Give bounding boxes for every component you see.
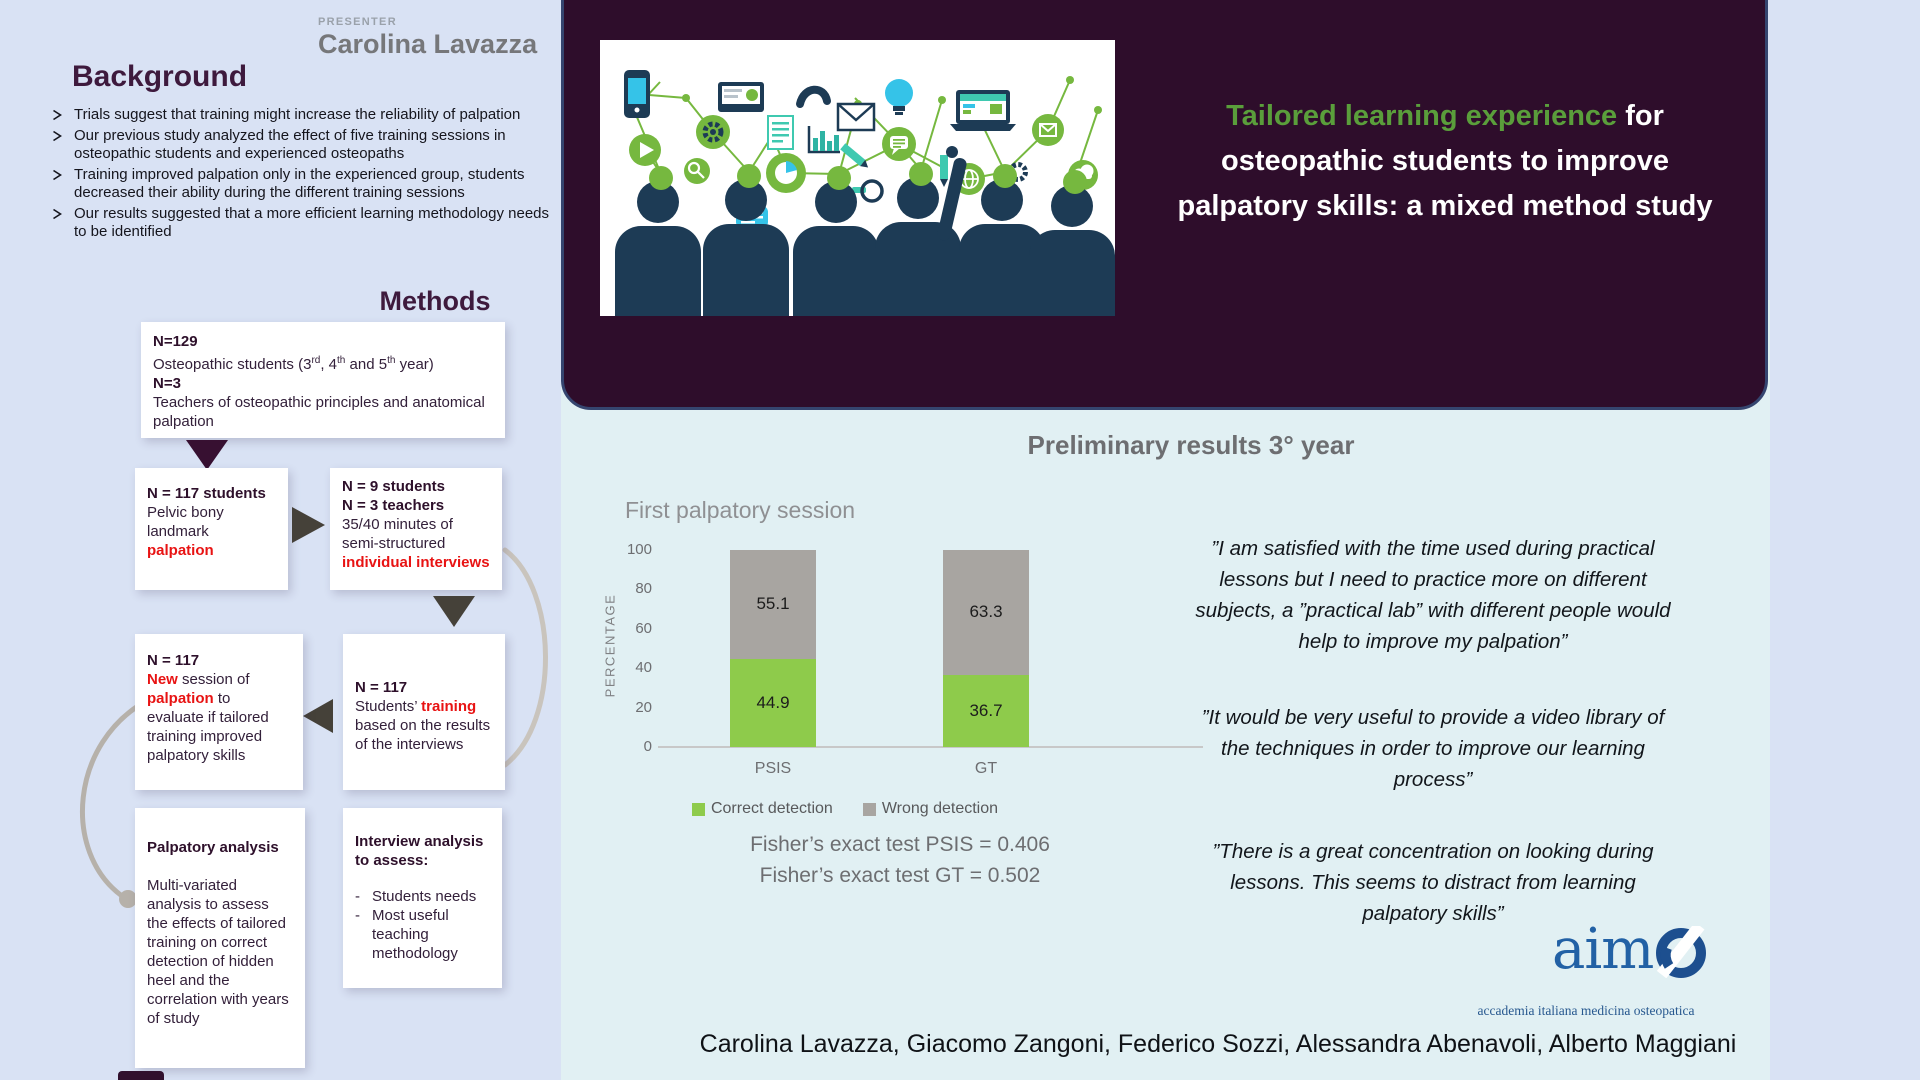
legend-swatch-green [692,803,705,816]
bullet-text: Trials suggest that training might increase the reliability of palpation [74,106,521,123]
y-tick: 80 [635,580,652,597]
arrow-down-icon [186,440,228,470]
speech-bubble-icon [882,127,916,161]
aimo-logo-subtitle: accademia italiana medicina osteopatica [1477,1003,1695,1018]
poster-title-rest: for osteopathic students to improve palpatory skills: a mixed method study [1177,100,1713,222]
y-tick: 20 [635,699,652,716]
chart-title: First palpatory session [624,497,856,523]
flow-box-new-session: N = 117 New session of palpation to evaluate if tailored training improved palpatory skills [135,634,303,790]
student-quote: ”It would be very useful to provide a video library of the techniques in order to improve our learning process” [1201,706,1665,791]
bar-value: 36.7 [969,700,1003,720]
arrow-right-icon [292,507,325,543]
lightbulb-icon [885,79,913,115]
chart-y-axis-label: PERCENTAGE [602,593,618,698]
pie-chart-icon [766,153,806,193]
aimo-logo-text: aim [1552,917,1654,982]
stacked-bar-gt [943,550,1029,747]
flow-box-palpatory-analysis: Palpatory analysis Multi-variated analysis to assess the effects of tailored training on correct detection of hidden heel and the correlation with years of study [135,808,305,1068]
chart-legend [610,800,1080,818]
mail-node-icon [1032,114,1064,146]
assess-list: - Students needs - Most useful teaching methodology [355,888,477,962]
y-tick: 0 [643,738,652,755]
bar-segment-wrong [943,550,1029,675]
collaboration-illustration [600,40,1115,316]
document-icon [768,116,793,149]
arrow-down-icon [433,596,475,627]
legend-label: Wrong detection [881,800,999,817]
y-tick: 40 [635,659,652,676]
person-silhouette [615,181,701,316]
partial-slide-element [118,1071,164,1080]
background-title: Background [72,60,248,93]
flow-box-interviews: N = 9 students N = 3 teachers 35/40 minutes of semi-structured individual interviews [330,468,502,590]
envelope-icon [838,104,874,130]
legend-item-wrong [863,800,998,818]
legend-label: Correct detection [710,800,833,817]
n-129: N=129 [153,333,198,350]
y-tick: 60 [635,620,652,637]
bullet-text: Our results suggested that a more efficient learning methodology needs to be identified [74,205,550,240]
x-category-psis: PSIS [754,760,792,777]
stacked-bar-psis [730,550,816,747]
poster-title-highlight: Tailored learning experience [1226,100,1618,132]
bar-segment-correct [943,675,1029,747]
smartphone-icon [624,70,650,118]
laptop-icon [950,90,1016,131]
gear-icon [696,115,730,149]
training-line: Students’ training [355,698,477,715]
poster-title [1156,94,1734,229]
methods-title: Methods [379,286,491,316]
authors-line: Carolina Lavazza, Giacomo Zangoni, Federico Sozzi, Alessandra Abenavoli, Alberto Maggiani [699,1030,1737,1058]
bullet-text: Our previous study analyzed the effect of five training sessions in osteopathic students and experienced osteopaths [74,127,506,162]
bullet-text: Training improved palpation only in the experienced group, students decreased their ability during the different training sessions [74,166,525,201]
bar-segment-correct [730,659,816,747]
person-silhouette [1029,185,1115,316]
y-tick: 100 [626,541,652,558]
n-3: N=3 [153,375,181,392]
bar-value: 44.9 [756,692,790,712]
x-category-gt: GT [974,760,998,777]
fisher-test-gt: Fisher’s exact test GT = 0.502 [759,864,1041,887]
flow-curve-right [505,550,546,765]
presenter-name: Carolina Lavazza [318,29,538,59]
flow-box-cohort [141,322,505,438]
student-quote: ”I am satisfied with the time used during practical lessons but I need to practice more on different subjects, a ”practical lab” with different people would help to improve my palpation” [1195,537,1671,653]
aimo-logo-o-icon [1655,926,1707,978]
flow-box-training: N = 117 Students’ training based on the results of the interviews [343,634,505,790]
results-section-title: Preliminary results 3° year [1027,430,1355,460]
aimo-logo [1552,917,1707,982]
student-quote: ”There is a great concentration on looking during lessons. This seems to distract from learning palpatory skills” [1212,840,1654,925]
person-silhouette [793,181,879,316]
flow-box-interview-analysis: Interview analysis to assess: - Students needs - Most useful teaching methodology [343,808,502,988]
search-icon [684,158,710,184]
legend-item-correct [692,800,833,818]
monitor-icon [718,82,764,112]
fisher-test-psis: Fisher’s exact test PSIS = 0.406 [750,833,1050,856]
arrow-left-icon [303,699,333,733]
legend-swatch-gray [863,803,876,816]
phone-handset-icon [800,90,827,104]
bar-chart-icon [809,126,840,152]
bar-value: 55.1 [756,594,790,614]
pencil-vertical-icon [940,155,948,187]
teachers-line: Teachers of osteopathic principles and anatomical palpation [153,394,485,430]
bar-value: 63.3 [969,602,1003,622]
students-line: Osteopathic students (3rd, 4th and 5th year) [153,355,434,373]
hero-image-card [600,40,1115,316]
person-silhouette [703,179,789,316]
play-icon [629,134,661,166]
flow-box-palpation: N = 117 students Pelvic bony landmark palpation [135,468,288,590]
presenter-label: PRESENTER [318,16,397,28]
bar-segment-wrong [730,550,816,659]
